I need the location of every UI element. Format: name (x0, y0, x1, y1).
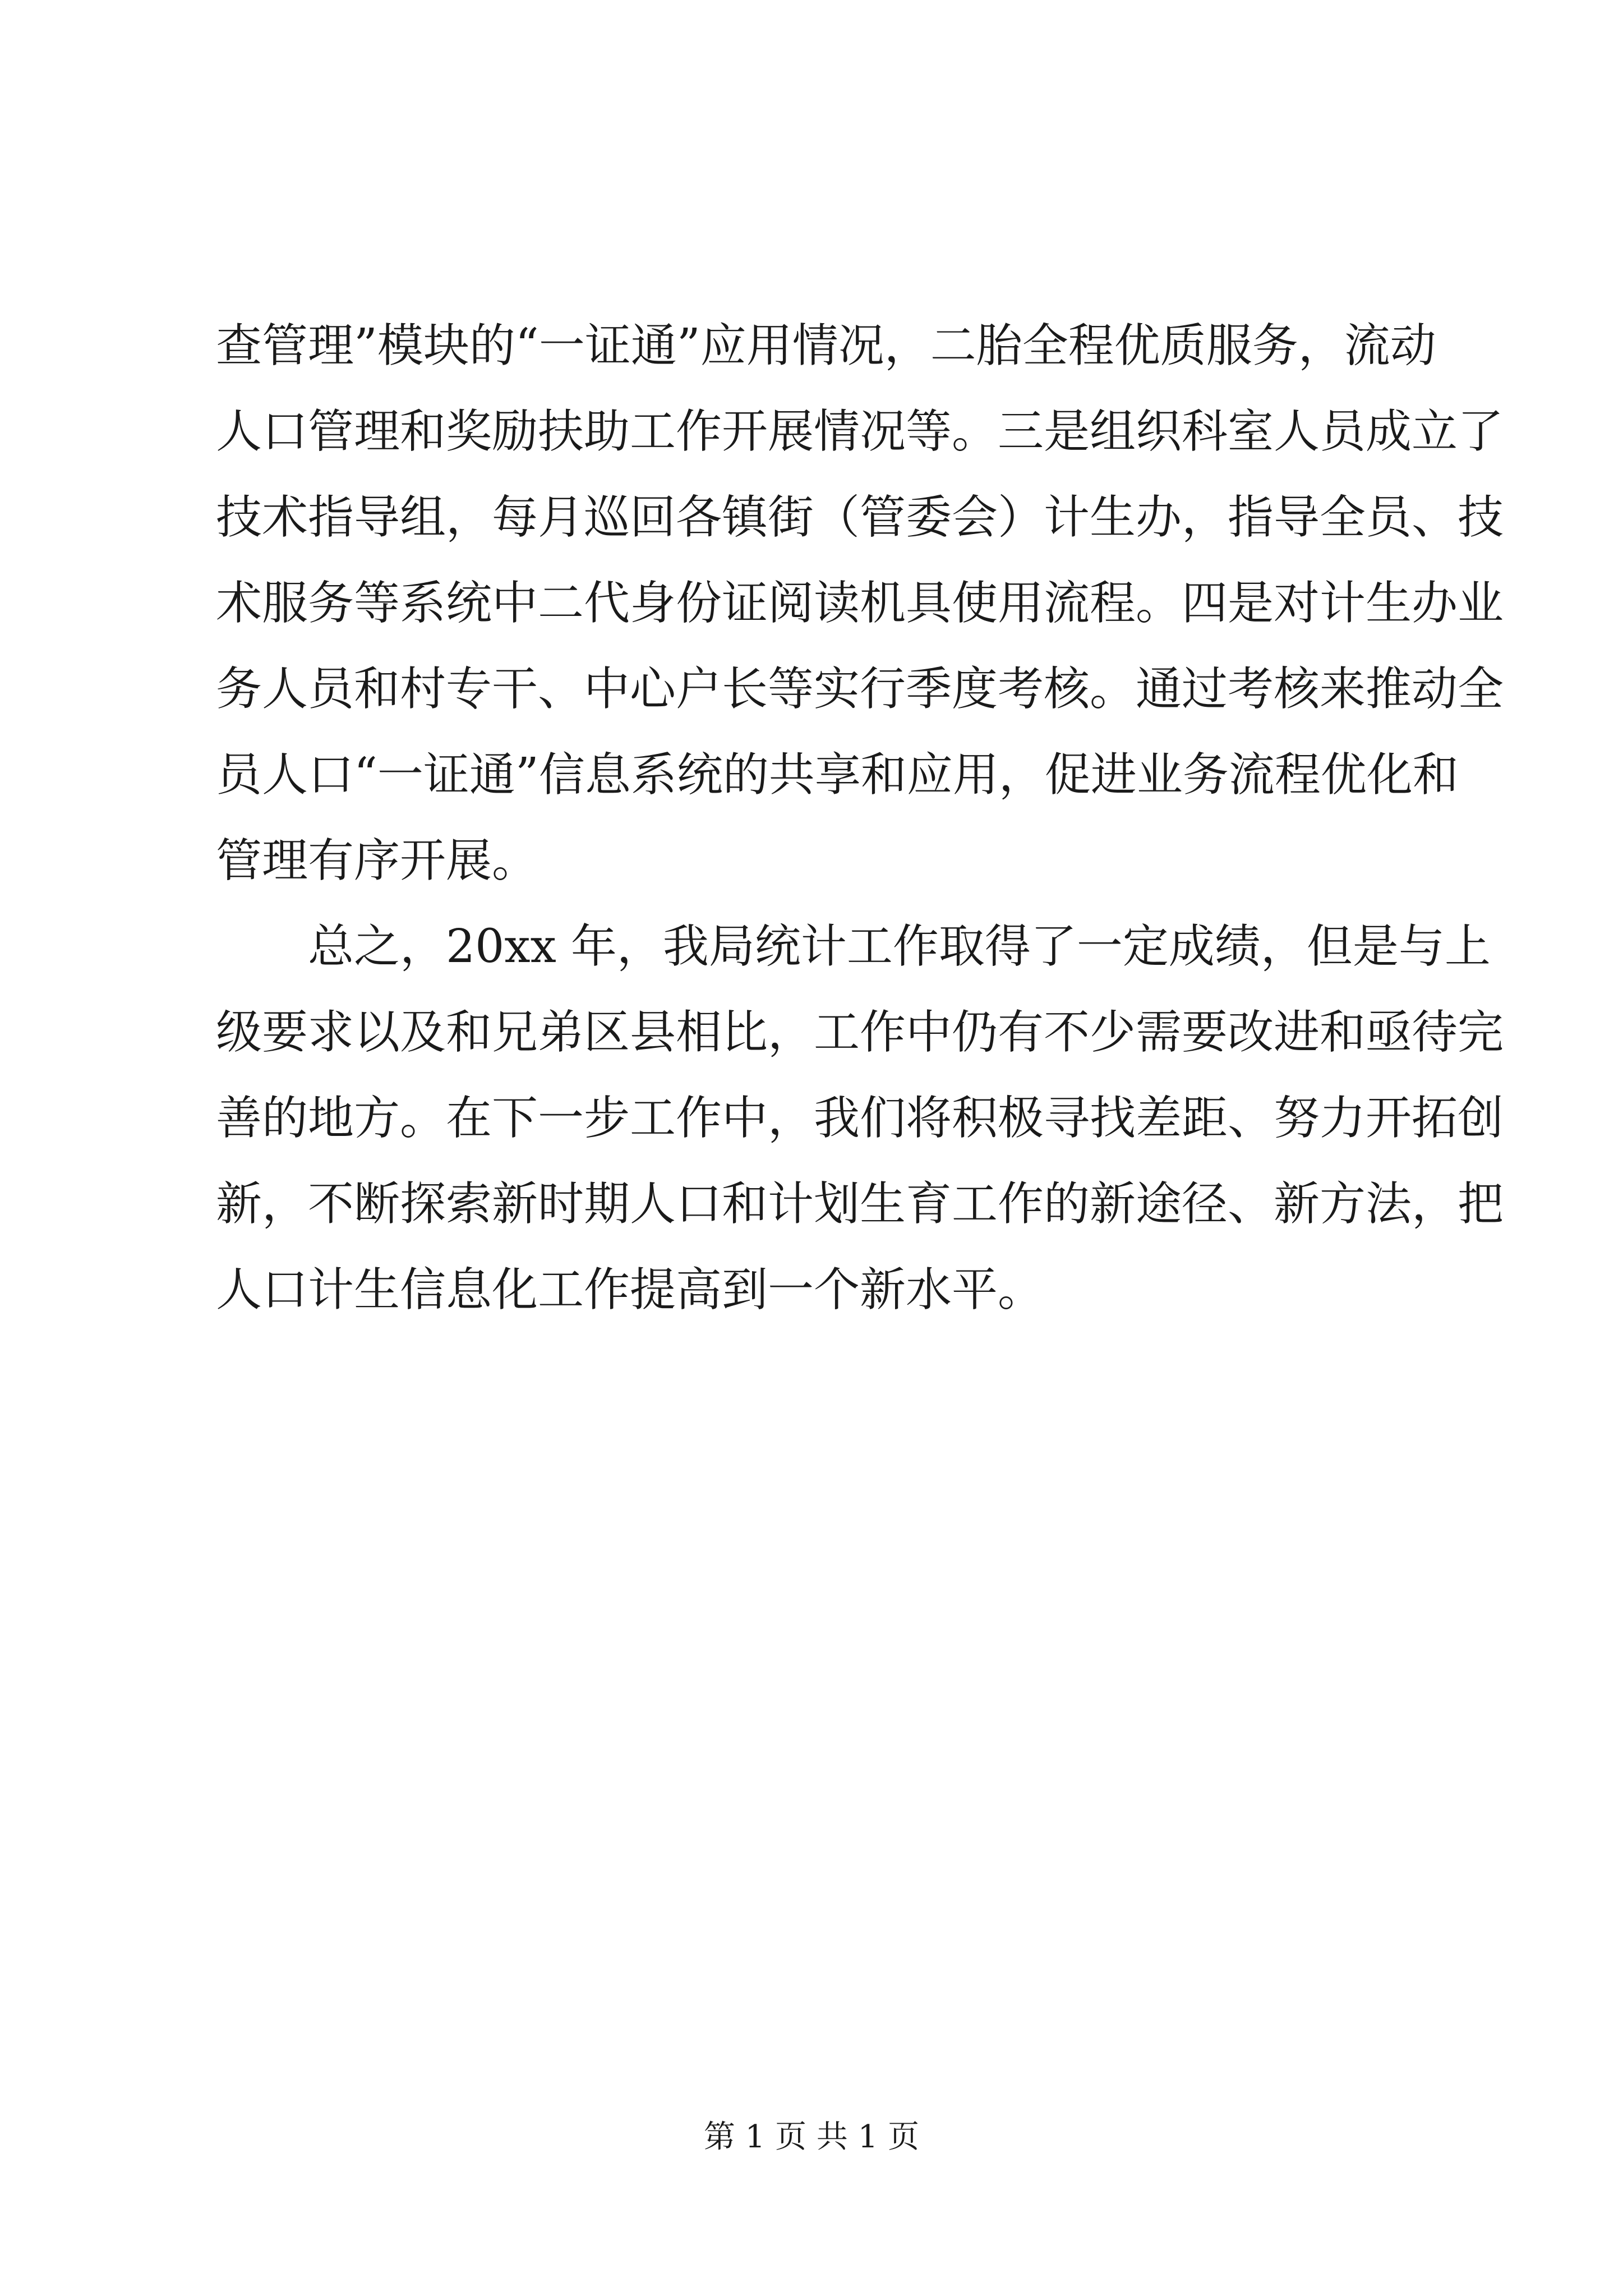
text-line: 级要求以及和兄弟区县相比，工作中仍有不少需要改进和亟待完 (216, 1006, 1504, 1059)
text-line: 新，不断探索新时期人口和计划生育工作的新途径、新方法，把 (216, 1177, 1504, 1231)
text-line: 人口计生信息化工作提高到一个新水平。 (216, 1263, 1044, 1317)
text-line: 员人口“一证通”信息系统的共享和应用，促进业务流程优化和 (216, 748, 1459, 802)
page-number-footer: 第 1 页 共 1 页 (703, 2119, 920, 2155)
text-line: 术服务等系统中二代身份证阅读机具使用流程。四是对计生办业 (216, 577, 1504, 630)
text-line: 人口管理和奖励扶助工作开展情况等。三是组织科室人员成立了 (216, 405, 1504, 458)
text-line: 总之，20xx 年，我局统计工作取得了一定成绩，但是与上 (308, 920, 1491, 973)
paragraph-2 (216, 904, 1504, 1333)
document-body (216, 303, 1504, 1333)
text-line: 查管理”模块的“一证通”应用情况，二胎全程优质服务，流动 (216, 319, 1436, 372)
text-line: 务人员和村专干、中心户长等实行季度考核。通过考核来推动全 (216, 662, 1504, 716)
text-line: 管理有序开展。 (216, 834, 538, 887)
text-line: 善的地方。在下一步工作中，我们将积极寻找差距、努力开拓创 (216, 1092, 1504, 1145)
text-line: 技术指导组，每月巡回各镇街（管委会）计生办，指导全员、技 (216, 491, 1504, 544)
paragraph-1 (216, 303, 1504, 904)
